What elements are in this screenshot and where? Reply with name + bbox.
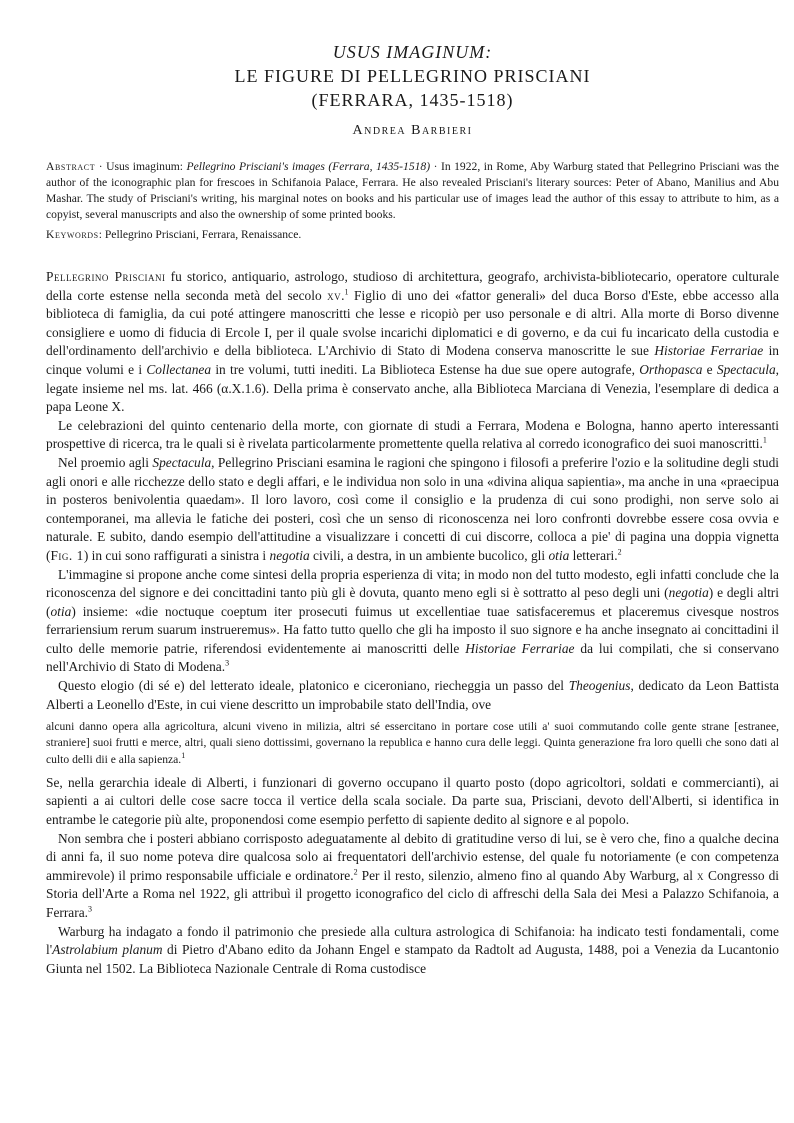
text-run: . — [341, 287, 345, 303]
work-title: Historiae Ferrariae — [654, 343, 764, 359]
abstract — [46, 159, 779, 223]
text-run: Le celebrazioni del quinto centenario della morte, con giornate di studi a Ferrara, Modena e Bologna, hanno aperto interessanti prospettive di ricerca, tra le quali si è rivelata particolarmente promettente quella relativa al corredo iconografico dei suoi manoscritti. — [46, 417, 779, 452]
text-run: , Pellegrino Prisciani esamina le ragioni che spingono i filosofi a preferire l'ozio e la solitudine degli studi agli onori e alle ricchezze dello stato e degli affari, e le individua non solo in una «divina aliqua sapientia», ma anche in una «praecipua in posteros benivolentia quaedam». Il loro lavoro, così come il consiglio e la prudenza di cui sono prodighi, non serve solo ai contemporanei, ma allevia le fatiche dei posteri, così che un senso di riconoscenza nei loro confronti dovrebbe essere cosa ovvia e naturale. E subito, dando esempio dell'attitudine a visualizzare i concetti di cui discorre, colloca a pie' di pagina una doppia vignetta ( — [46, 454, 779, 563]
text-run: Warburg ha indagato a fondo il patrimonio che presiede alla cultura astrologica di Schifanoia: ha indicato testi fondamentali, come l' — [46, 923, 779, 958]
work-title: Collectanea — [146, 361, 212, 377]
text-run: Figlio di uno dei «fattor generali» del duca Borso d'Este, ebbe accesso alla biblioteca di famiglia, da cui poté attingere manoscritti che lesse e ricopiò per uso personale e di altri. Alla morte di Borso divenne consigliere e uomo di fiducia di Ercole I, per il quale svolse incarichi diplomatici e di governo, e da cui fu incaricato della custodia e dell'ordinamento dell'archivio e della biblioteca. L'Archivio di Stato di Modena conserva manoscritte le sue — [46, 287, 779, 359]
paragraph-3 — [46, 454, 779, 566]
paragraph-2 — [46, 417, 779, 454]
title-line-1: USUS IMAGINUM: — [332, 42, 493, 62]
work-title: Spectacula — [716, 361, 776, 377]
italic-term: otia — [50, 603, 72, 619]
abstract-heading: Abstract — [46, 160, 96, 173]
text-run: in cinque volumi e i — [46, 343, 779, 377]
text-run: Se, nella gerarchia ideale di Alberti, i funzionari di governo occupano il quarto posto (dopo agricoltori, soldati e commercianti), ai sapienti a ai cultori delle cose sacre tocca il vertice della scala sociale. Da parte sua, Prisciani, devoto dell'Alberti, si identifica in entrambe le categorie più alte, proponendosi come esempio perfetto di sapiente dedito al signore e al popolo. — [46, 774, 779, 828]
italic-term: otia — [548, 547, 570, 563]
footnote-ref[interactable]: 1 — [181, 750, 186, 760]
title-line-2: LE FIGURE DI PELLEGRINO PRISCIANI — [234, 66, 591, 86]
text-run: in tre volumi, tutti inediti. La Biblioteca Estense ha due sue opere autografe, — [211, 361, 640, 377]
footnote-ref[interactable]: 2 — [353, 867, 358, 877]
footnote-ref[interactable]: 1 — [762, 435, 767, 445]
work-title: Orthopasca — [639, 361, 703, 377]
paragraph-8 — [46, 923, 779, 979]
text-run: Non sembra che i posteri abbiano corrisposto adeguatamente al debito di gratitudine verso di lui, se è vero che, fino a qualche decina di anni fa, il suo nome poteva dire qualcosa solo ai frequentatori dell'archivio estense, del quale fu notoriamente (e con competenza ammirevole) il primo responsabile ufficiale e ordinatore. — [46, 830, 779, 883]
text-run: di Pietro d'Abano edito da Johann Engel e stampato da Radtolt ad Augusta, 1488, poi a Venezia da Lucantonio Giunta nel 1502. La Biblioteca Nazionale Centrale di Roma custodisce — [46, 942, 779, 976]
work-title: Theogenius — [568, 678, 631, 694]
paragraph-4 — [46, 566, 779, 678]
text-run: ) insieme: «die noctuque coeptum iter prosecuti fuimus ut excellentiae tuae satisfaceremus et placeremus civesque nostros ferrariensium rerum suarum instrueremus». Ha fatto tutto quello che gli ha imposto il suo signore e ha anche insegnato ai concittadini il culto delle memorie patrie, riferendosi evidentemente ai manoscritti delle — [46, 603, 779, 656]
author-name: Andrea Barbieri — [352, 123, 473, 138]
text-run: Questo elogio (di sé e) del letterato ideale, platonico e ciceroniano, riecheggia un passo del — [58, 678, 569, 694]
body-text — [46, 268, 779, 978]
text-run: Nel proemio agli — [58, 454, 153, 470]
text-run: letterari. — [569, 547, 618, 563]
paper-page — [46, 40, 779, 978]
abstract-subtitle: Pellegrino Prisciani's images (Ferrara, 1435-1518) — [186, 160, 431, 173]
figure-ref[interactable]: Fig. 1 — [50, 547, 84, 563]
footnote-ref[interactable]: 3 — [225, 659, 230, 668]
italic-term: negotia — [269, 547, 310, 563]
text-run: ) in cui sono raffigurati a sinistra i — [83, 547, 270, 563]
lead-name: Pellegrino Prisciani — [46, 269, 166, 284]
text-run: Per il resto, silenzio, almeno fino al quando Aby Warburg, al — [357, 867, 697, 883]
paragraph-1 — [46, 268, 779, 417]
footnote-ref[interactable]: 1 — [344, 287, 349, 297]
italic-term: negotia — [668, 585, 709, 601]
quote-text: alcuni danno opera alla agricoltura, alcuni viveno in milizia, altri sé essercitano in portare cose utili a' suoi commutando colle gente strane [estranee, straniere] suoi frutti e merce, altri, quali sieno dottissimi, governano la republica e hanno cura delle leggi. Quinta generazione fra loro quelli che sono dati al culto delli dii e alla sapienza. — [46, 720, 779, 766]
footnote-ref[interactable]: 2 — [617, 547, 622, 557]
title-line-3: (FERRARA, 1435-1518) — [311, 90, 514, 110]
footnote-ref[interactable]: 3 — [88, 904, 93, 914]
paragraph-7 — [46, 830, 779, 923]
keywords-heading: Keywords — [46, 228, 99, 241]
text-run: da lui compilati, che si conservano nell'Archivio di Stato di Modena. — [46, 640, 780, 675]
century-numeral: xv — [327, 287, 342, 303]
abstract-text: · In 1922, in Rome, Aby Warburg stated that Pellegrino Prisciani was the author of the iconographic plan for frescoes in Schifanoia Palace, Ferrara. He also revealed Prisciani's literary sources: Peter of Abano, Manilius and Abu Mashar. The study of Prisciani's writing, his marginal notes on books and his particular use of images lead the author of this essay to attribute to him, as a copyist, several manuscripts and also the ownership of some printed books. — [46, 160, 779, 221]
text-run: ) e degli altri ( — [46, 585, 779, 619]
text-run: fu storico, antiquario, astrologo, studioso di architettura, geografo, archivista-bibliotecario, operatore culturale della corte estense nella seconda metà del secolo — [46, 269, 780, 303]
work-title: Historiae Ferrariae — [465, 640, 575, 656]
text-run: , legate insieme nel ms. lat. 466 (α.X.1.6). Della prima è conservato anche, alla Biblioteca Marciana di Venezia, l'esemplare di dedica a papa Leone X. — [46, 361, 779, 415]
text-run: e — [702, 361, 717, 377]
work-title: Spectacula — [152, 454, 212, 470]
work-title: Astrolabium planum — [52, 942, 163, 958]
block-quote — [46, 719, 779, 768]
paragraph-6 — [46, 774, 779, 830]
title-block — [46, 40, 779, 139]
abstract-sep: · Usus imaginum: — [95, 160, 187, 173]
paragraph-5 — [46, 677, 779, 714]
keywords — [46, 227, 779, 243]
congress-numeral: x — [696, 867, 704, 883]
text-run: civili, a destra, in un ambiente bucolico, gli — [309, 547, 549, 563]
keywords-text: : Pellegrino Prisciani, Ferrara, Renaissance. — [98, 228, 302, 241]
text-run: , dedicato da Leon Battista Alberti a Leonello d'Este, in cui viene descritto un improbabile stato dell'India, ove — [46, 678, 779, 712]
text-run: L'immagine si propone anche come sintesi della propria esperienza di vita; in modo non del tutto modesto, egli infatti conclude che la riconoscenza del signore e dei concittadini tanto più gli è dovuta, quanto meno egli si è sottratto al peso degli uni ( — [46, 566, 779, 601]
text-run: Congresso di Storia dell'Arte a Roma nel 1922, gli attribuì il progetto iconografico del ciclo di affreschi della Sala dei Mesi a Palazzo Schifanoia, a Ferrara. — [46, 867, 779, 921]
